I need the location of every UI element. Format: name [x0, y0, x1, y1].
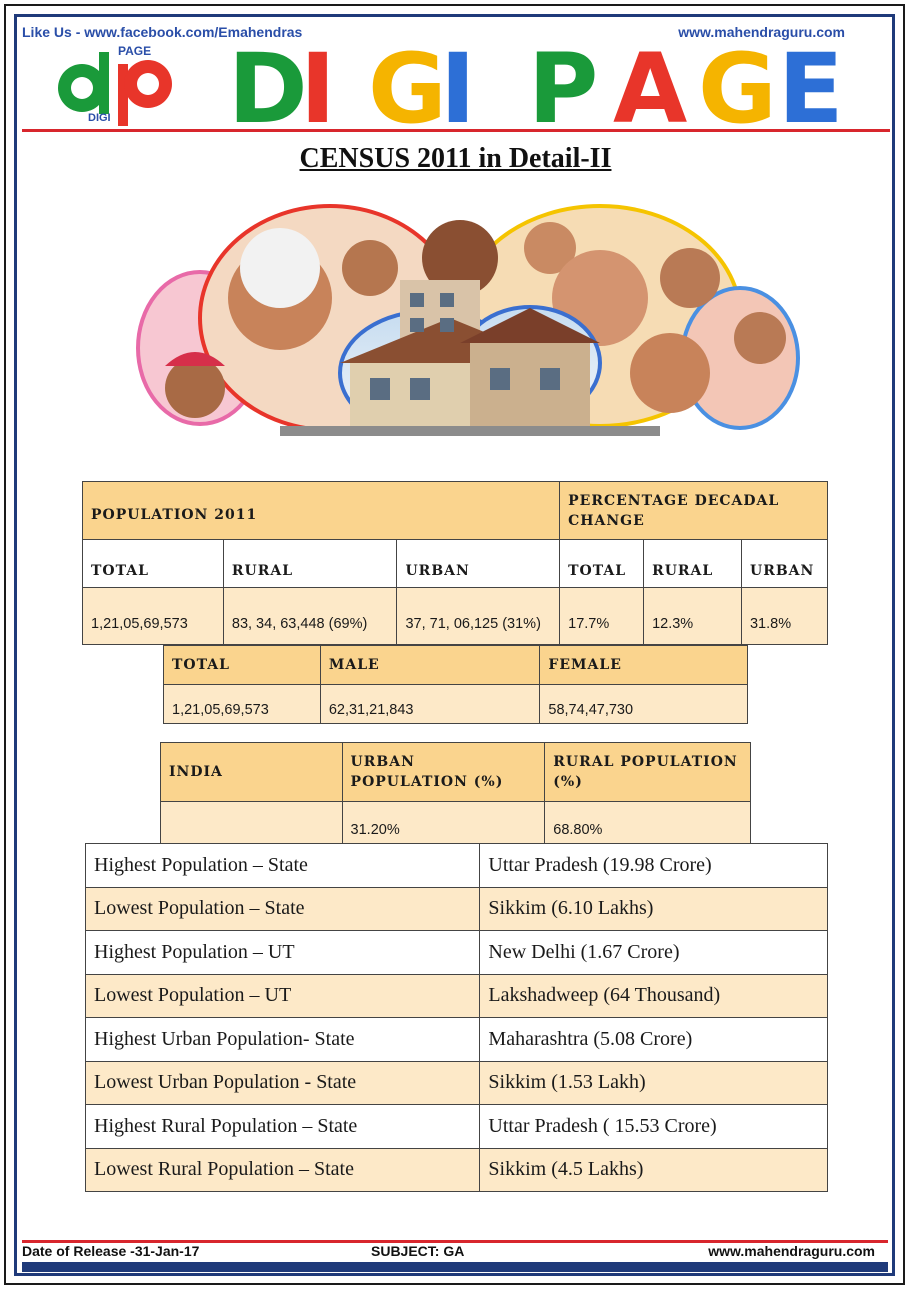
stat-label: Lowest Population – UT [86, 974, 480, 1018]
stat-row [86, 1018, 828, 1062]
col-male: MALE [320, 646, 540, 685]
stat-label: Highest Population – State [86, 844, 480, 888]
stat-value: Sikkim (6.10 Lakhs) [480, 887, 828, 931]
urban-value: 37, 71, 06,125 (31%) [397, 588, 560, 645]
stat-row [86, 1148, 828, 1192]
site-link-bottom[interactable]: www.mahendraguru.com [708, 1243, 875, 1259]
population-2011-header: POPULATION 2011 [83, 482, 560, 540]
col-change-total: TOTAL [560, 540, 644, 588]
stat-row [86, 931, 828, 975]
col-urban-pct: URBAN POPULATION (%) [342, 743, 545, 802]
facebook-link[interactable]: Like Us - www.facebook.com/Emahendras [22, 24, 303, 40]
stat-label: Highest Urban Population- State [86, 1018, 480, 1062]
logo-digi-text: DIGI [88, 112, 111, 124]
urban-pct-value: 31.20% [342, 802, 545, 844]
stat-row [86, 844, 828, 888]
stat-value: New Delhi (1.67 Crore) [480, 931, 828, 975]
banner-letter: G [698, 40, 777, 128]
gender-table [163, 645, 748, 724]
site-link-top[interactable]: www.mahendraguru.com [678, 24, 845, 40]
stat-value: Uttar Pradesh (19.98 Crore) [480, 844, 828, 888]
subject-label: SUBJECT: GA [371, 1243, 465, 1259]
decadal-change-header: PERCENTAGE DECADAL CHANGE [560, 482, 828, 540]
stat-value: Sikkim (1.53 Lakh) [480, 1061, 828, 1105]
col-female: FEMALE [540, 646, 748, 685]
stat-value: Lakshadweep (64 Thousand) [480, 974, 828, 1018]
change-urban-value: 31.8% [741, 588, 827, 645]
stat-value: Uttar Pradesh ( 15.53 Crore) [480, 1105, 828, 1149]
banner-letter: P [528, 40, 599, 128]
stat-row [86, 1105, 828, 1149]
total-2-value: 1,21,05,69,573 [164, 685, 321, 724]
digi-page-banner [228, 40, 858, 128]
stat-label: Lowest Population – State [86, 887, 480, 931]
banner-letter: E [778, 40, 844, 128]
banner-letter: I [440, 40, 476, 128]
population-2011-table [82, 481, 828, 645]
total-value: 1,21,05,69,573 [83, 588, 224, 645]
stat-value: Maharashtra (5.08 Crore) [480, 1018, 828, 1062]
female-value: 58,74,47,730 [540, 685, 748, 724]
page-title: CENSUS 2011 in Detail-II [299, 143, 612, 174]
stat-row [86, 1061, 828, 1105]
col-total: TOTAL [83, 540, 224, 588]
census-people-illustration [130, 198, 800, 436]
population-extremes-table [85, 843, 828, 1192]
india-value [161, 802, 343, 844]
rural-pct-value: 68.80% [545, 802, 751, 844]
stat-label: Lowest Rural Population – State [86, 1148, 480, 1192]
col-change-urban: URBAN [741, 540, 827, 588]
stat-row [86, 887, 828, 931]
col-india: INDIA [161, 743, 343, 802]
banner-letter: G [368, 40, 447, 128]
stat-row [86, 974, 828, 1018]
banner-letter: I [300, 40, 336, 128]
header-divider [22, 129, 890, 132]
banner-letter: D [228, 40, 308, 128]
stat-label: Highest Rural Population – State [86, 1105, 480, 1149]
col-change-rural: RURAL [644, 540, 742, 588]
male-value: 62,31,21,843 [320, 685, 540, 724]
rural-value: 83, 34, 63,448 (69%) [223, 588, 397, 645]
col-rural-pct: RURAL POPULATION (%) [545, 743, 751, 802]
change-total-value: 17.7% [560, 588, 644, 645]
urban-rural-share-table [160, 742, 751, 844]
banner-letter: A [613, 40, 688, 128]
change-rural-value: 12.3% [644, 588, 742, 645]
release-date: Date of Release -31-Jan-17 [22, 1243, 200, 1259]
stat-value: Sikkim (4.5 Lakhs) [480, 1148, 828, 1192]
col-urban: URBAN [397, 540, 560, 588]
digipage-logo [52, 44, 184, 126]
footer-bar [22, 1262, 888, 1272]
stat-label: Highest Population – UT [86, 931, 480, 975]
col-rural: RURAL [223, 540, 397, 588]
stat-label: Lowest Urban Population - State [86, 1061, 480, 1105]
col-total-2: TOTAL [164, 646, 321, 685]
logo-page-text: PAGE [118, 44, 152, 58]
